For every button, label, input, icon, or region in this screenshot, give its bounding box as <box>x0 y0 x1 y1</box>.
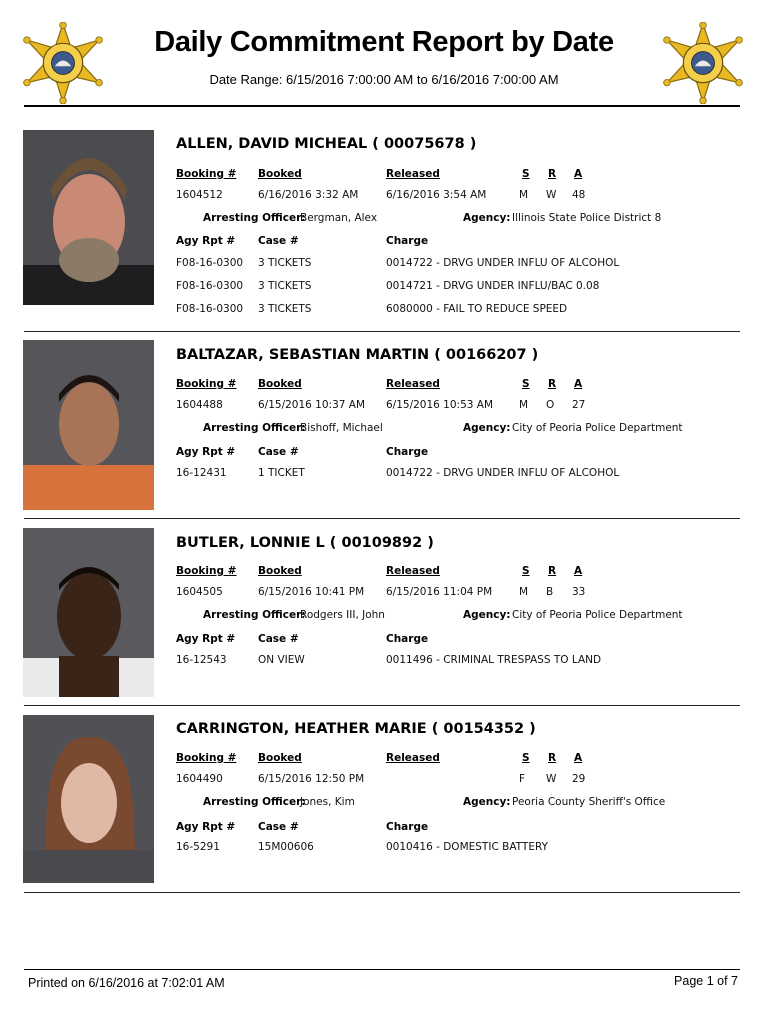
booked-label: Booked <box>258 378 302 390</box>
charge-label: Charge <box>386 446 429 458</box>
booked-label: Booked <box>258 168 302 180</box>
record-divider <box>24 518 740 519</box>
charge-text: 0010416 - DOMESTIC BATTERY <box>386 841 549 853</box>
page-number: Page 1 of 7 <box>674 974 738 988</box>
sheriff-badge-left-icon <box>22 22 104 104</box>
agy-rpt-label: Agy Rpt # <box>176 235 236 247</box>
charge-text: 0014722 - DRVG UNDER INFLU OF ALCOHOL <box>386 467 620 479</box>
page-title: Daily Commitment Report by Date <box>154 26 614 58</box>
released-label: Released <box>386 565 440 577</box>
charge-label: Charge <box>386 235 429 247</box>
booking-number: 1604505 <box>176 586 223 598</box>
agency-label: Agency: <box>463 422 511 434</box>
arresting-officer-value: Bishoff, Michael <box>300 422 383 434</box>
arresting-officer-label: Arresting Officer: <box>203 212 306 224</box>
agency-value: Peoria County Sheriff's Office <box>512 796 666 808</box>
inmate-name: BUTLER, LONNIE L ( 00109892 ) <box>176 535 434 551</box>
charge-agy-rpt: 16-5291 <box>176 841 220 853</box>
printed-timestamp: Printed on 6/16/2016 at 7:02:01 AM <box>28 976 225 990</box>
age-label: A <box>574 378 583 390</box>
charge-agy-rpt: 16-12431 <box>176 467 227 479</box>
age-value: 48 <box>572 189 586 201</box>
record-divider <box>24 892 740 893</box>
agency-label: Agency: <box>463 609 511 621</box>
charge-agy-rpt: F08-16-0300 <box>176 257 244 269</box>
booking-label: Booking # <box>176 565 237 577</box>
charge-agy-rpt: F08-16-0300 <box>176 280 244 292</box>
arresting-officer-label: Arresting Officer: <box>203 609 306 621</box>
case-label: Case # <box>258 446 299 458</box>
arresting-officer-value: Jones, Kim <box>300 796 355 808</box>
age-value: 33 <box>572 586 586 598</box>
sex-value: F <box>519 773 526 785</box>
agency-label: Agency: <box>463 796 511 808</box>
booking-label: Booking # <box>176 752 237 764</box>
age-label: A <box>574 168 583 180</box>
sex-value: M <box>519 399 529 411</box>
charge-label: Charge <box>386 633 429 645</box>
charge-case: 15M00606 <box>258 841 314 853</box>
released-date: 6/15/2016 10:53 AM <box>386 399 494 411</box>
sex-value: M <box>519 586 529 598</box>
age-value: 29 <box>572 773 586 785</box>
booking-number: 1604512 <box>176 189 223 201</box>
sheriff-badge-right-icon <box>662 22 744 104</box>
released-date: 6/15/2016 11:04 PM <box>386 586 493 598</box>
age-label: A <box>574 565 583 577</box>
booked-date: 6/15/2016 10:41 PM <box>258 586 365 598</box>
booking-number: 1604488 <box>176 399 223 411</box>
sex-value: M <box>519 189 529 201</box>
race-label: R <box>548 168 557 180</box>
charge-text: 6080000 - FAIL TO REDUCE SPEED <box>386 303 568 315</box>
agency-value: City of Peoria Police Department <box>512 422 683 434</box>
booking-number: 1604490 <box>176 773 223 785</box>
charge-agy-rpt: F08-16-0300 <box>176 303 244 315</box>
sex-label: S <box>522 565 530 577</box>
case-label: Case # <box>258 235 299 247</box>
mugshot-photo <box>23 715 154 883</box>
arresting-officer-label: Arresting Officer: <box>203 796 306 808</box>
arresting-officer-label: Arresting Officer: <box>203 422 306 434</box>
mugshot-photo <box>23 340 154 510</box>
mugshot-photo <box>23 130 154 305</box>
booking-label: Booking # <box>176 378 237 390</box>
race-label: R <box>548 378 557 390</box>
footer-divider <box>24 969 740 970</box>
charge-text: 0011496 - CRIMINAL TRESPASS TO LAND <box>386 654 602 666</box>
arresting-officer-value: Rodgers III, John <box>300 609 385 621</box>
date-range: Date Range: 6/15/2016 7:00:00 AM to 6/16/2016 7:00:00 AM <box>209 72 559 87</box>
booked-date: 6/15/2016 12:50 PM <box>258 773 365 785</box>
released-label: Released <box>386 752 440 764</box>
sex-label: S <box>522 168 530 180</box>
booking-label: Booking # <box>176 168 237 180</box>
released-label: Released <box>386 378 440 390</box>
record-divider <box>24 331 740 332</box>
race-value: W <box>546 189 557 201</box>
inmate-name: BALTAZAR, SEBASTIAN MARTIN ( 00166207 ) <box>176 347 539 363</box>
case-label: Case # <box>258 821 299 833</box>
charge-case: ON VIEW <box>258 654 305 666</box>
released-date: 6/16/2016 3:54 AM <box>386 189 487 201</box>
inmate-name: ALLEN, DAVID MICHEAL ( 00075678 ) <box>176 136 477 152</box>
mugshot-photo <box>23 528 154 697</box>
agy-rpt-label: Agy Rpt # <box>176 821 236 833</box>
booked-date: 6/15/2016 10:37 AM <box>258 399 366 411</box>
booked-label: Booked <box>258 565 302 577</box>
charge-text: 0014722 - DRVG UNDER INFLU OF ALCOHOL <box>386 257 620 269</box>
arresting-officer-value: Bergman, Alex <box>300 212 378 224</box>
race-value: W <box>546 773 557 785</box>
charge-case: 1 TICKET <box>258 467 305 479</box>
header-divider <box>24 105 740 107</box>
charge-agy-rpt: 16-12543 <box>176 654 227 666</box>
charge-case: 3 TICKETS <box>258 280 312 292</box>
charge-case: 3 TICKETS <box>258 257 312 269</box>
charge-text: 0014721 - DRVG UNDER INFLU/BAC 0.08 <box>386 280 600 292</box>
sex-label: S <box>522 752 530 764</box>
age-label: A <box>574 752 583 764</box>
released-label: Released <box>386 168 440 180</box>
charge-label: Charge <box>386 821 429 833</box>
race-label: R <box>548 565 557 577</box>
inmate-name: CARRINGTON, HEATHER MARIE ( 00154352 ) <box>176 721 536 737</box>
booked-label: Booked <box>258 752 302 764</box>
record-divider <box>24 705 740 706</box>
charge-case: 3 TICKETS <box>258 303 312 315</box>
case-label: Case # <box>258 633 299 645</box>
sex-label: S <box>522 378 530 390</box>
agency-label: Agency: <box>463 212 511 224</box>
booked-date: 6/16/2016 3:32 AM <box>258 189 359 201</box>
race-value: B <box>546 586 554 598</box>
agency-value: City of Peoria Police Department <box>512 609 683 621</box>
age-value: 27 <box>572 399 586 411</box>
agy-rpt-label: Agy Rpt # <box>176 446 236 458</box>
agency-value: Illinois State Police District 8 <box>512 212 662 224</box>
race-label: R <box>548 752 557 764</box>
agy-rpt-label: Agy Rpt # <box>176 633 236 645</box>
race-value: O <box>546 399 555 411</box>
